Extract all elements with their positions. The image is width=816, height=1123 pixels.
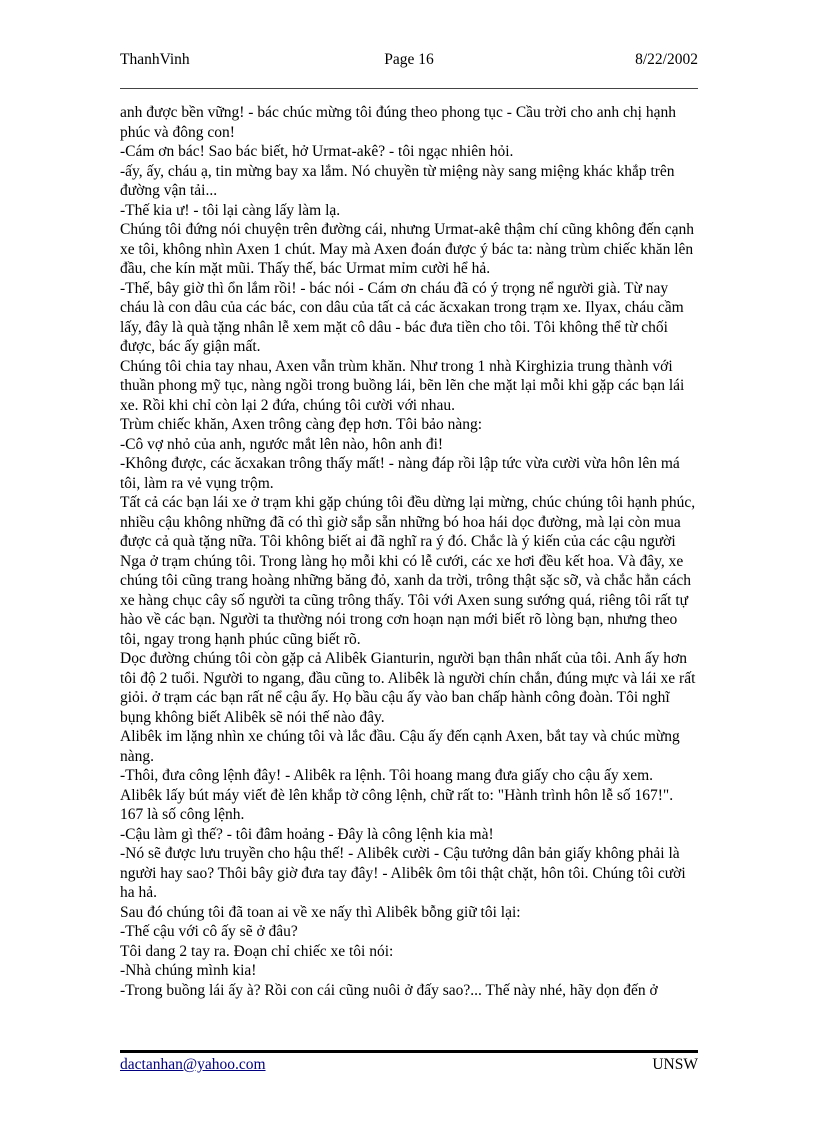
paragraph: -ấy, ấy, cháu ạ, tin mừng bay xa lắm. Nó chuyền từ miệng này sang miệng khác khắp trên đường vận tải...	[120, 162, 675, 199]
paragraph: -Thế cậu với cô ấy sẽ ở đâu?	[120, 923, 298, 940]
header-author: ThanhVinh	[120, 51, 190, 68]
paragraph: Trùm chiếc khăn, Axen trông càng đẹp hơn. Tôi bảo nàng:	[120, 416, 483, 433]
paragraph: -Nhà chúng mình kia!	[120, 962, 257, 979]
paragraph: -Cậu làm gì thế? - tôi đâm hoảng - Đây là công lệnh kia mà!	[120, 825, 494, 843]
document-body	[120, 103, 698, 1000]
paragraph: -Thôi, đưa công lệnh đây! - Alibêk ra lệnh. Tôi hoang mang đưa giấy cho cậu ấy xem. Alibêk lấy bút máy viết đè lên khắp tờ công lệnh, chữ rất to: "Hành trình hôn lễ số 167!". 167 là số công lệnh.	[120, 767, 674, 823]
header-page-number: Page 16	[384, 51, 434, 68]
paragraph: Chúng tôi chia tay nhau, Axen vẫn trùm khăn. Như trong 1 nhà Kirghizia trung thành với thuần phong mỹ tục, nàng ngồi trong buồng lái, bẽn lẽn che mặt lại mỗi khi gặp các bạn lái xe. Rồi khi chỉ còn lại 2 đứa, chúng tôi cười với nhau.	[120, 357, 685, 414]
paragraph: Tất cả các bạn lái xe ở trạm khi gặp chúng tôi đều dừng lại mừng, chúc chúng tôi hạnh phúc, nhiều cậu không những đã có thì giờ sắp sẵn những bó hoa hái dọc đường, mà lại còn mua được cả quà tặng nữa. Tôi không biết ai đã nghĩ ra ý đó. Chắc là ý kiến của các cậu người Nga ở trạm chúng tôi. Trong làng họ mỗi khi có lễ cưới, các xe hơi đều kết hoa. Và đây, xe chúng tôi cũng trang hoàng những băng đỏ, xanh da trời, trông thật sặc sỡ, và chắc hẳn cách xe hàng chục cây số người ta cũng trông thấy. Tôi với Axen sung sướng quá, riêng tôi rất tự hào về các bạn. Người ta thường nói trong cơn hoạn nạn mới biết rõ lòng bạn, nhưng theo tôi, ngay trong hạnh phúc cũng biết rõ.	[120, 494, 696, 648]
paragraph: -Cô vợ nhỏ của anh, ngước mắt lên nào, hôn anh đi!	[120, 435, 444, 453]
paragraph: -Không được, các ăcxakan trông thấy mất! - nàng đáp rồi lập tức vừa cười vừa hôn lên má tôi, làm ra vẻ vụng trộm.	[120, 455, 680, 492]
paragraph: anh được bền vững! - bác chúc mừng tôi đúng theo phong tục - Cầu trời cho anh chị hạnh phúc và đông con!	[120, 104, 676, 141]
paragraph: Chúng tôi đứng nói chuyện trên đường cái, nhưng Urmat-akê thậm chí cũng không đến cạnh xe tôi, không nhìn Axen 1 chút. May mà Axen đoán được ý bác ta: nàng trùm chiếc khăn lên đầu, che kín mặt mũi. Thấy thế, bác Urmat mỉm cười hể hả.	[120, 221, 695, 277]
paragraph: -Thế, bây giờ thì ổn lắm rồi! - bác nói - Cám ơn cháu đã có ý trọng nể người già. Từ nay cháu là con dâu của các bác, con dâu của tất cả các ăcxakan trong trạm xe. Ilyax, cháu cầm lấy, đây là quà tặng nhân lễ xem mặt cô dâu - bác đưa tiền cho tôi. Tôi không thể từ chối được, bác ấy giận mất.	[120, 279, 684, 355]
paragraph: -Trong buồng lái ấy à? Rồi con cái cũng nuôi ở đấy sao?... Thế này nhé, hãy dọn đến ở	[120, 981, 658, 999]
paragraph: -Thế kia ư! - tôi lại càng lấy làm lạ.	[120, 201, 341, 219]
paragraph: -Nó sẽ được lưu truyền cho hậu thế! - Alibêk cười - Cậu tưởng dân bản giấy không phải là người hay sao? Thôi bây giờ đưa tay đây! - Alibêk ôm tôi thật chặt, hôn tôi. Chúng tôi cười ha hả.	[120, 845, 686, 901]
paragraph: Dọc đường chúng tôi còn gặp cả Alibêk Gianturin, người bạn thân nhất của tôi. Anh ấy hơn tôi độ 2 tuổi. Người to ngang, đầu cũng to. Alibêk là người chín chắn, đúng mực và lái xe rất giỏi. ở trạm các bạn rất nể cậu ấy. Họ bầu cậu ấy vào ban chấp hành công đoàn. Tôi nghĩ bụng không biết Alibêk sẽ nói thế nào đây.	[120, 650, 696, 726]
footer-divider	[120, 1050, 698, 1053]
footer-org: UNSW	[652, 1056, 698, 1073]
page-header	[120, 49, 698, 71]
header-date: 8/22/2002	[635, 51, 698, 68]
paragraph: -Cám ơn bác! Sao bác biết, hở Urmat-akê? - tôi ngạc nhiên hỏi.	[120, 143, 514, 160]
paragraph: Tôi dang 2 tay ra. Đoạn chỉ chiếc xe tôi nói:	[120, 942, 394, 960]
paragraph: Sau đó chúng tôi đã toan ai về xe nấy thì Alibêk bỗng giữ tôi lại:	[120, 903, 521, 921]
paragraph: Alibêk im lặng nhìn xe chúng tôi và lắc đầu. Cậu ấy đến cạnh Axen, bắt tay và chúc mừng nàng.	[120, 728, 680, 765]
header-divider	[120, 88, 698, 89]
page-footer	[120, 1054, 698, 1076]
footer-email-link[interactable]: dactanhan@yahoo.com	[120, 1056, 266, 1073]
